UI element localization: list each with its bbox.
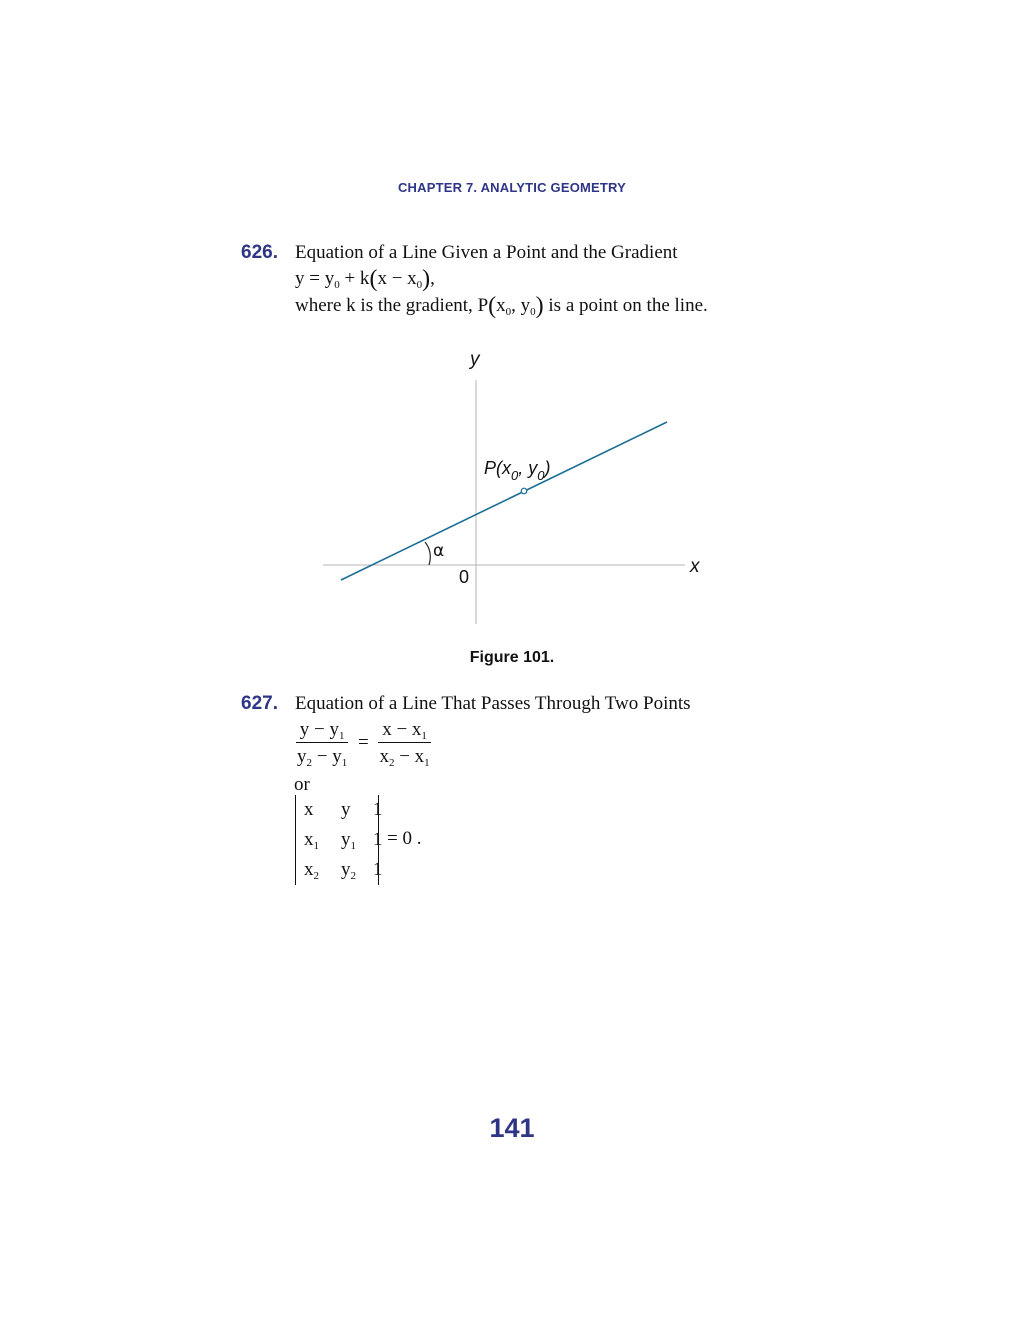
determinant-row: $x_2$ $y_2$ 1 (304, 859, 383, 882)
determinant-equals: = 0 . (387, 828, 422, 849)
item-626-title: Equation of a Line Given a Point and the Gradient (295, 242, 678, 263)
point-label-mid: , y (518, 458, 538, 478)
fraction-left-denominator: $y_2 - y_1$ (297, 746, 348, 769)
line (341, 422, 667, 580)
point-p-marker (521, 488, 527, 494)
formula-tail: , (430, 268, 435, 289)
determinant-row: x y 1 (304, 799, 383, 820)
desc-close-paren: ) (535, 293, 544, 319)
point-label-sub: 0 (511, 468, 519, 483)
angle-arc (425, 542, 430, 565)
fraction-right-denominator: $x_2 - x_1$ (379, 746, 430, 769)
desc-x: x (496, 295, 506, 316)
fraction-right (375, 720, 433, 767)
origin-label: 0 (459, 567, 470, 587)
two-point-fraction (293, 720, 434, 767)
point-label-sub: 0 (537, 468, 545, 483)
determinant (295, 795, 383, 885)
point-label-main: P(x (484, 458, 511, 478)
formula-open-paren: ( (369, 266, 378, 292)
or-text: or (294, 774, 310, 795)
fraction-left-numerator: $y - y_1$ (296, 720, 349, 743)
desc-point: P (477, 295, 489, 316)
formula-mid: + k (339, 268, 370, 289)
fraction-left (293, 720, 351, 767)
fraction-equals: = (357, 731, 369, 753)
desc-sub: 0 (505, 306, 512, 318)
determinant-row: $x_1$ $y_1$ 1 (304, 829, 383, 852)
formula-close-paren: ) (422, 266, 431, 292)
fraction-right-numerator: $x - x_1$ (378, 720, 431, 743)
item-626-number: 626. (241, 242, 278, 263)
point-label-close: ) (544, 458, 551, 478)
desc-sub: 0 (530, 306, 536, 318)
desc-open-paren: ( (488, 293, 497, 319)
point-label (484, 458, 550, 483)
formula-sub: 0 (416, 279, 423, 291)
desc-pre: where k is the gradient, (295, 295, 478, 316)
angle-label: α (433, 541, 445, 561)
page-number: 141 (489, 1113, 535, 1143)
y-axis-label: y (470, 349, 480, 370)
chapter-header: CHAPTER 7. ANALYTIC GEOMETRY (397, 180, 627, 195)
formula-sub: 0 (334, 279, 340, 291)
desc-comma-y: , y (511, 295, 531, 316)
x-axis-label: x (690, 556, 700, 577)
item-627-number: 627. (241, 693, 278, 714)
formula-lhs: y = y (295, 268, 335, 289)
item-627-title: Equation of a Line That Passes Through Two Points (295, 693, 691, 714)
figure-caption: Figure 101. (469, 649, 555, 666)
desc-post: is a point on the line. (543, 295, 708, 316)
formula-inner: x − x (377, 268, 417, 289)
